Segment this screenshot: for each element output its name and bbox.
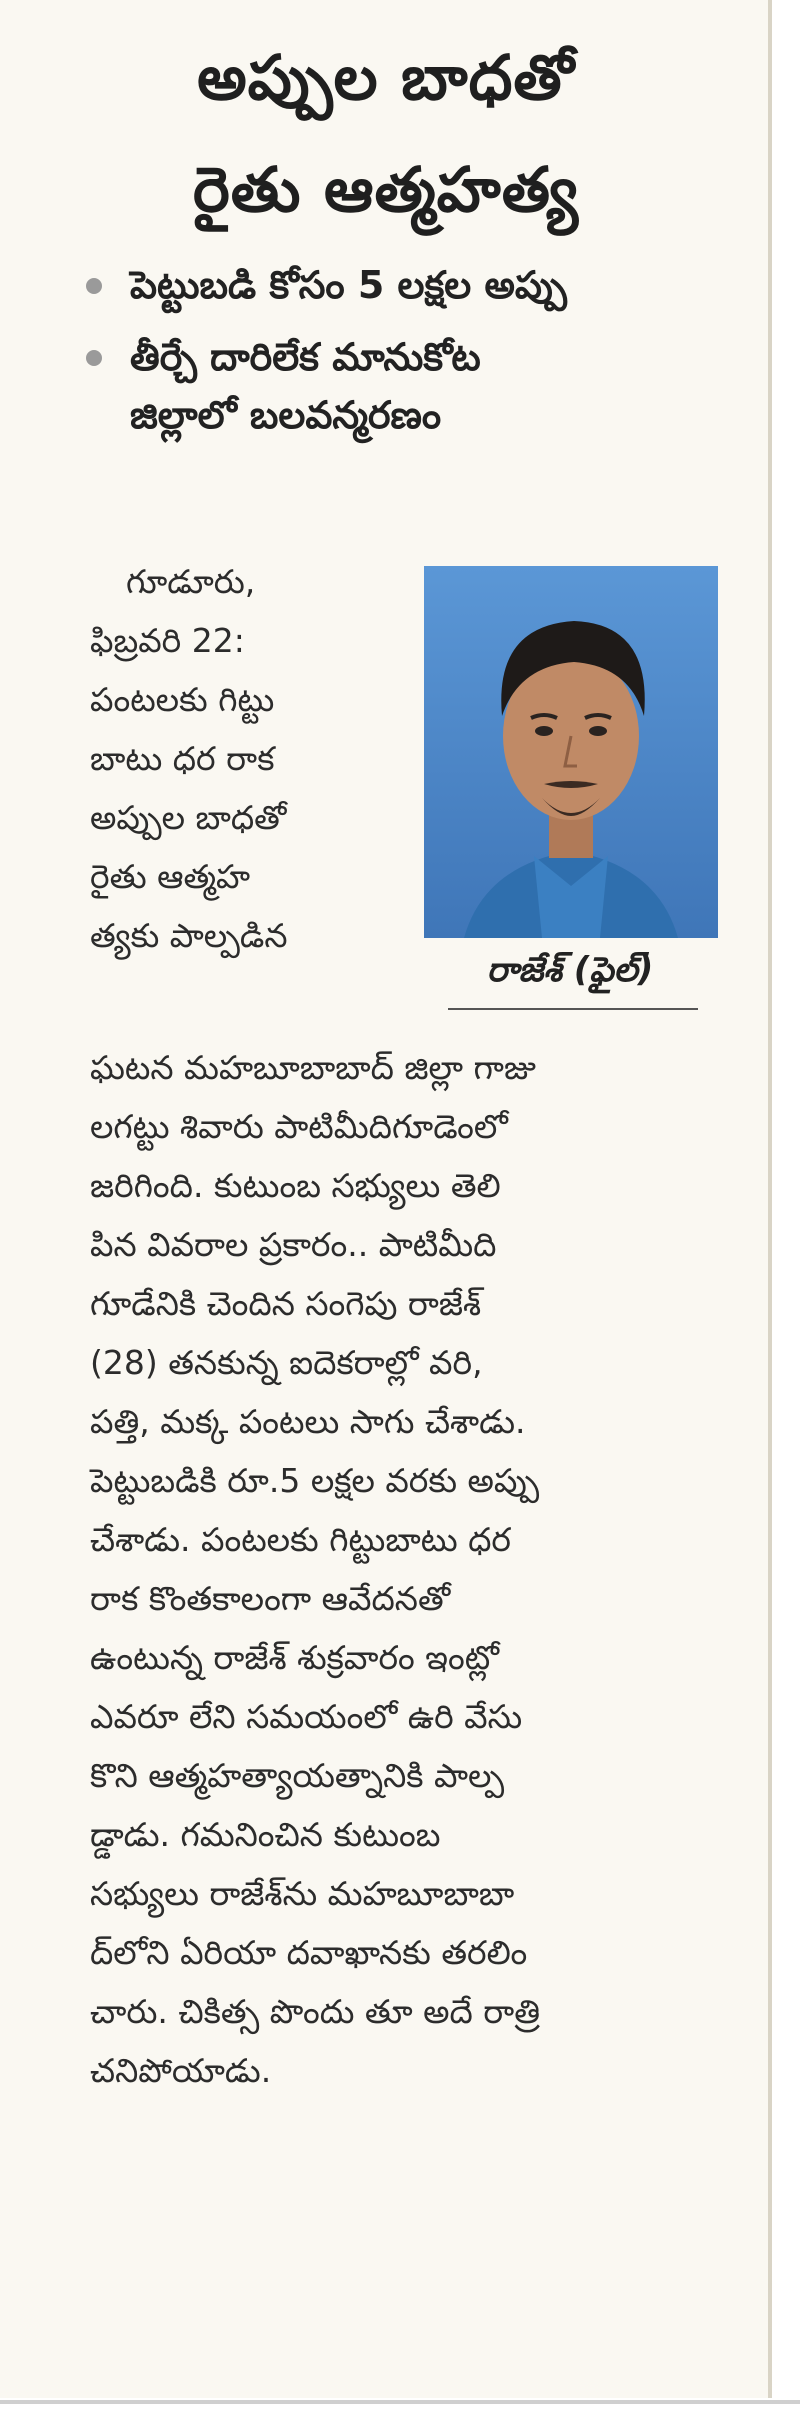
body-line: పత్తి, మక్క పంటలు సాగు చేశాడు. [90, 1402, 526, 1441]
headline-line-2: రైతు ఆత్మహత్య [192, 153, 580, 226]
bullet-dot-icon [86, 350, 102, 366]
body-line: ఎవరూ లేని సమయంలో ఉరి వేసు [90, 1697, 523, 1736]
body-line: చనిపోయాడు. [90, 2051, 272, 2090]
body-line: బాటు ధర రాక [90, 739, 275, 778]
body-line: డ్డాడు. గమనించిన కుటుంబ [90, 1815, 441, 1854]
body-line: రైతు ఆత్మహ [90, 857, 251, 896]
body-line: గూడేనికి చెందిన సంగెపు రాజేశ్‌ [90, 1284, 482, 1323]
body-line: అప్పుల బాధతో [90, 798, 287, 837]
body-line: త్యకు పాల్పడిన [90, 916, 288, 955]
body-line: పిన వివరాల ప్రకారం.. పాటిమీది [90, 1225, 497, 1264]
article-body-narrow [90, 552, 408, 965]
body-line: (28) తనకున్న ఐదెకరాల్లో వరి, [90, 1343, 483, 1382]
photo-caption: రాజేశ్‌ (ఫైల్‌) [486, 950, 654, 990]
caption-divider [448, 1008, 698, 1010]
body-line: చారు. చికిత్స పొందు తూ అదే రాత్రి [90, 1992, 541, 2031]
body-line: ఘటన మహబూబాబాద్‌ జిల్లా గాజు [90, 1048, 536, 1087]
body-line: పంటలకు గిట్టు [90, 680, 275, 719]
body-line: సభ్యులు రాజేశ్‌ను మహబూబాబా [90, 1874, 515, 1913]
article-body-wide [90, 1038, 740, 2100]
body-line: రాక కొంతకాలంగా ఆవేదనతో [90, 1579, 451, 1618]
dateline: గూడూరు, [126, 562, 256, 601]
bullet-line: పెట్టుబడి కోసం 5 లక్షల అప్పు [130, 263, 567, 307]
bottom-divider [0, 2400, 800, 2404]
body-line: ఉంటున్న రాజేశ్‌ శుక్రవారం ఇంట్లో [90, 1638, 499, 1677]
bullet-line: తీర్చే దారిలేక మానుకోట [130, 335, 481, 379]
body-line: చేశాడు. పంటలకు గిట్టుబాటు ధర [90, 1520, 511, 1559]
bullet-dot-icon [86, 278, 102, 294]
person-photo [424, 566, 718, 938]
body-line: పెట్టుబడికి రూ.5 లక్షల వరకు అప్పు [90, 1461, 540, 1500]
body-line: ద్‌లోని ఏరియా దవాఖానకు తరలిం [90, 1933, 528, 1972]
headline-line-1: అప్పుల బాధతో [197, 41, 575, 114]
body-line: జరిగింది. కుటుంబ సభ్యులు తెలి [90, 1166, 501, 1205]
subheading-bullets [86, 256, 746, 458]
bullet-line: జిల్లాలో బలవన్మరణం [130, 393, 442, 437]
body-line: కొని ఆత్మహత్యాయత్నానికి పాల్ప [90, 1756, 505, 1795]
bullet-item [86, 328, 746, 444]
portrait-image [424, 566, 718, 938]
body-line: ఫిబ్రవరి 22: [90, 621, 245, 660]
bullet-item [86, 256, 746, 314]
body-line: లగట్టు శివారు పాటిమీదిగూడెంలో [90, 1107, 508, 1146]
